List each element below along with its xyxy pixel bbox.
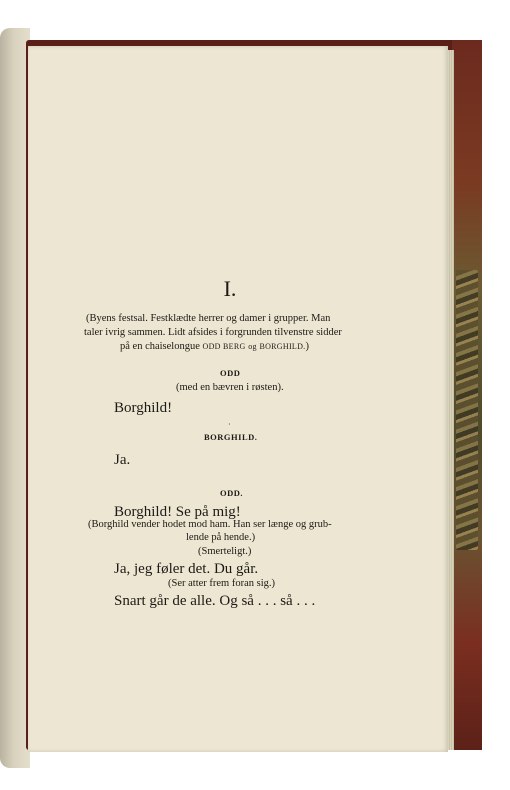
stage-direction: (Smerteligt.) (198, 546, 252, 557)
stage-direction: (med en bævren i røsten). (176, 382, 284, 393)
print-mark: · (228, 420, 231, 429)
stage-text: ) (305, 341, 309, 352)
stage-conjunction: og (248, 342, 257, 351)
speech-line: Ja, jeg føler det. Du går. (114, 561, 259, 577)
speech-line: Ja. (114, 452, 131, 468)
stage-direction-line-2: taler ivrig sammen. Lidt afsides i forgrunden tilvenstre sidder (84, 327, 342, 338)
book-page (28, 46, 448, 752)
stage-direction-line-3 (120, 341, 309, 352)
stage-direction: lende på hende.) (186, 532, 256, 543)
marbled-board (456, 270, 478, 550)
stage-direction: (Borghild vender hodet mod ham. Han ser længe og grub- (88, 519, 332, 530)
book-spine (452, 40, 482, 750)
speech-line: Borghild! Se på mig! (114, 504, 241, 520)
stage-direction: (Ser atter frem foran sig.) (168, 578, 275, 589)
speech-line: Borghild! (114, 400, 173, 416)
stage-direction-line-1: (Byens festsal. Festklædte herrer og damer i grupper. Man (86, 313, 331, 324)
character-name: BORGHILD. (259, 342, 306, 351)
speaker-odd: ODD (220, 368, 241, 378)
stage-text: på en chaiselongue (120, 341, 200, 352)
speech-line: Snart går de alle. Og så . . . så . . . (114, 593, 316, 609)
speaker-odd: ODD. (220, 488, 244, 498)
chapter-numeral: I. (223, 276, 237, 301)
speaker-borghild: BORGHILD. (204, 432, 258, 442)
page-block-edge (448, 50, 454, 750)
character-name: ODD BERG (202, 342, 246, 351)
